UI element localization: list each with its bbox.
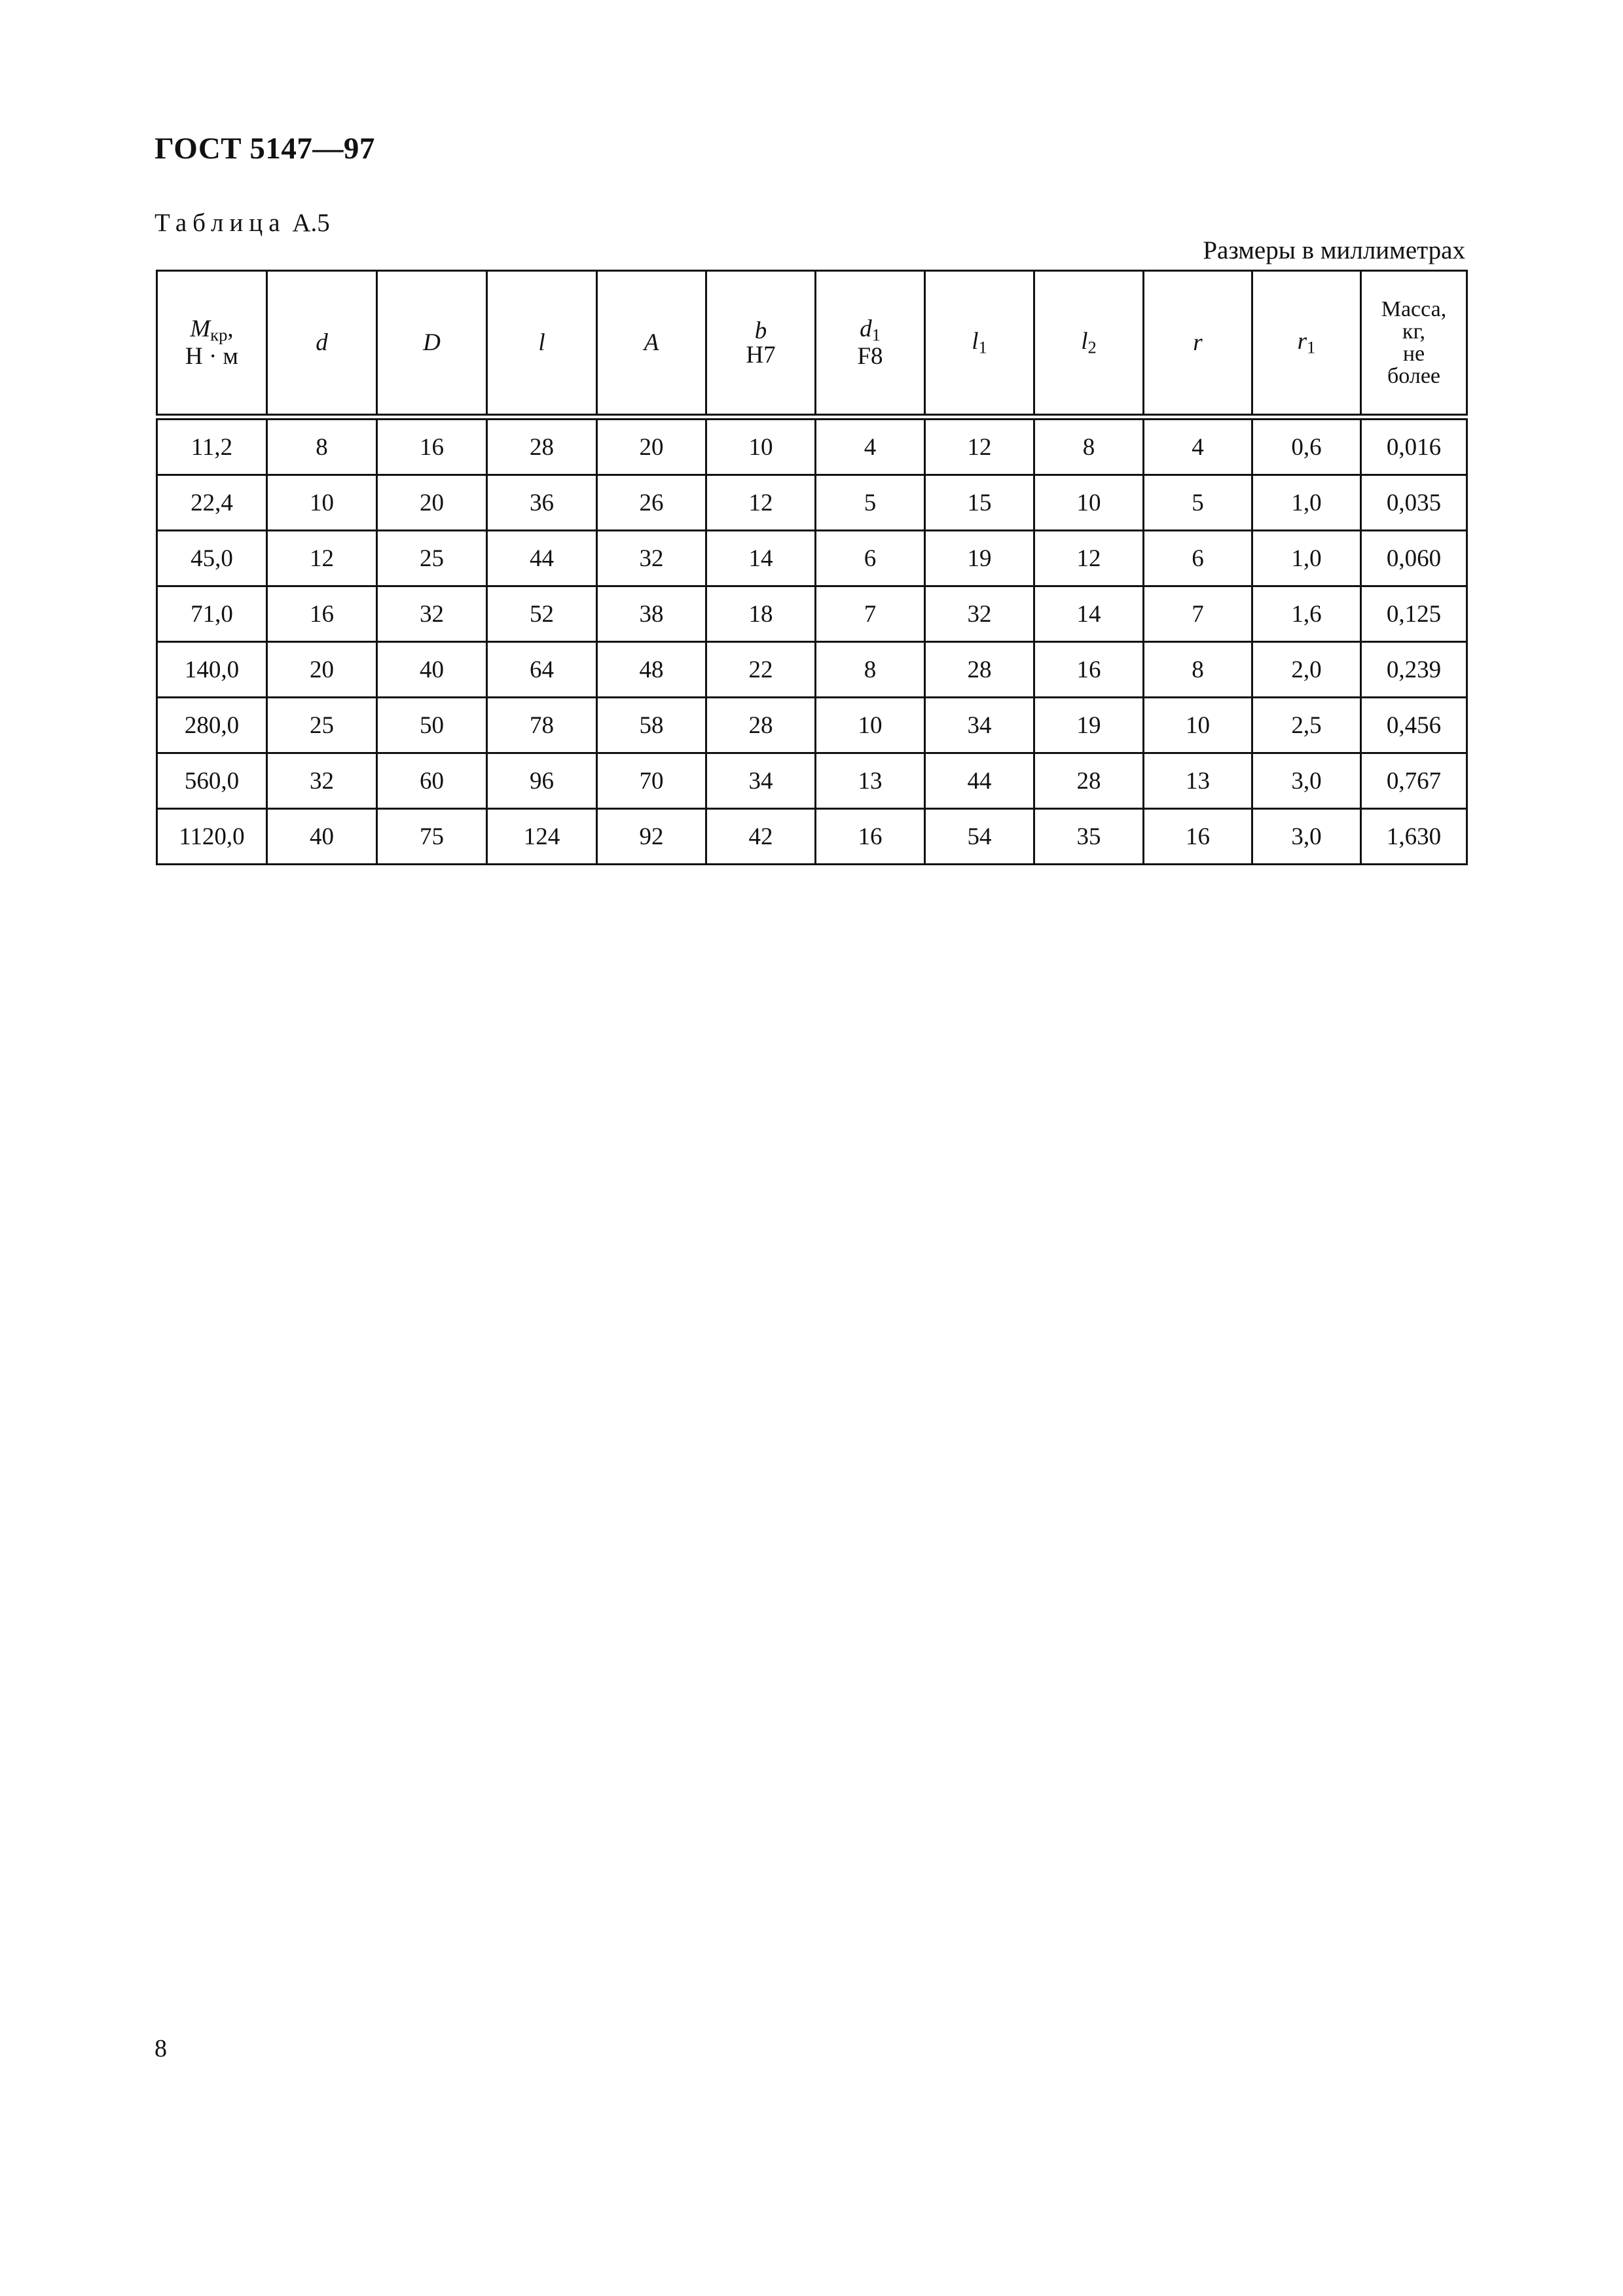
table-cell: 58 [597, 698, 706, 753]
table-cell: 71,0 [157, 586, 267, 642]
table-cell: 10 [1034, 475, 1144, 531]
table-cell: 3,0 [1252, 809, 1361, 865]
header-separator [157, 415, 1467, 420]
header-symbol: l [538, 329, 545, 356]
table-row [157, 420, 1467, 475]
table-cell: 0,6 [1252, 420, 1361, 475]
header-unit: Н · м [185, 342, 238, 370]
header-tolerance: H7 [746, 341, 776, 368]
table-cell: 32 [597, 531, 706, 586]
table-cell: 20 [597, 420, 706, 475]
header-mass [1361, 271, 1467, 415]
table-cell: 92 [597, 809, 706, 865]
table-cell: 26 [597, 475, 706, 531]
table-cell: 19 [1034, 698, 1144, 753]
table-cell: 0,767 [1361, 753, 1467, 809]
table-cell: 1,0 [1252, 475, 1361, 531]
table-cell: 22 [706, 642, 816, 698]
header-r1 [1252, 271, 1361, 415]
header-subscript: кр [210, 325, 228, 345]
table-cell: 10 [1144, 698, 1252, 753]
table-cell: 12 [925, 420, 1034, 475]
header-symbol: b [754, 317, 767, 344]
header-symbol: M [190, 315, 211, 343]
table-cell: 20 [377, 475, 487, 531]
header-l1 [925, 271, 1034, 415]
table-cell: 8 [816, 642, 925, 698]
table-cell: 13 [816, 753, 925, 809]
table-cell: 5 [1144, 475, 1252, 531]
header-A [597, 271, 706, 415]
table-cell: 2,0 [1252, 642, 1361, 698]
table-cell: 560,0 [157, 753, 267, 809]
table-row [157, 642, 1467, 698]
header-separator-cell [157, 415, 1467, 420]
table-cell: 13 [1144, 753, 1252, 809]
table-cell: 18 [706, 586, 816, 642]
table-cell: 14 [706, 531, 816, 586]
table-cell: 32 [267, 753, 377, 809]
table-cell: 10 [706, 420, 816, 475]
header-subscript: 1 [1307, 337, 1316, 357]
table-cell: 34 [706, 753, 816, 809]
header-tolerance: F8 [857, 342, 883, 370]
table-cell: 140,0 [157, 642, 267, 698]
table-cell: 32 [377, 586, 487, 642]
table-cell: 28 [487, 420, 597, 475]
table-cell: 124 [487, 809, 597, 865]
table-cell: 45,0 [157, 531, 267, 586]
table-cell: 28 [925, 642, 1034, 698]
table-cell: 40 [267, 809, 377, 865]
table-row [157, 475, 1467, 531]
header-mass-line: не [1402, 341, 1425, 366]
header-symbol: d [860, 315, 872, 343]
table-cell: 28 [706, 698, 816, 753]
header-symbol: D [423, 329, 441, 356]
table-row [157, 753, 1467, 809]
table-cell: 0,016 [1361, 420, 1467, 475]
table-cell: 280,0 [157, 698, 267, 753]
table-cell: 48 [597, 642, 706, 698]
header-l2 [1034, 271, 1144, 415]
table-cell: 64 [487, 642, 597, 698]
table-cell: 35 [1034, 809, 1144, 865]
header-mass-line: более [1387, 363, 1440, 388]
table-cell: 10 [267, 475, 377, 531]
table-cell: 19 [925, 531, 1034, 586]
table-cell: 54 [925, 809, 1034, 865]
header-d [267, 271, 377, 415]
table-caption-word: Таблица [155, 209, 286, 237]
table-cell: 96 [487, 753, 597, 809]
units-note: Размеры в миллиметрах [1203, 236, 1465, 264]
table-cell: 6 [816, 531, 925, 586]
table-cell: 12 [706, 475, 816, 531]
table-cell: 14 [1034, 586, 1144, 642]
table-cell: 34 [925, 698, 1034, 753]
table-caption-number: A.5 [292, 209, 330, 237]
header-subscript: 2 [1087, 337, 1097, 357]
table-cell: 60 [377, 753, 487, 809]
table-cell: 28 [1034, 753, 1144, 809]
header-symbol: A [644, 329, 659, 356]
table-cell: 32 [925, 586, 1034, 642]
table-cell: 70 [597, 753, 706, 809]
table-cell: 22,4 [157, 475, 267, 531]
table-cell: 16 [1144, 809, 1252, 865]
table-cell: 50 [377, 698, 487, 753]
table-cell: 11,2 [157, 420, 267, 475]
table-body [157, 415, 1467, 865]
table-cell: 25 [377, 531, 487, 586]
table-cell: 40 [377, 642, 487, 698]
table-cell: 5 [816, 475, 925, 531]
table-cell: 16 [816, 809, 925, 865]
table-cell: 6 [1144, 531, 1252, 586]
table-cell: 4 [1144, 420, 1252, 475]
table-cell: 12 [267, 531, 377, 586]
header-suffix: , [227, 315, 234, 343]
table-row [157, 809, 1467, 865]
header-mass-line: кг, [1402, 319, 1426, 344]
table-cell: 16 [377, 420, 487, 475]
document-code: ГОСТ 5147—97 [155, 132, 375, 166]
header-symbol: r [1193, 329, 1203, 356]
table-cell: 42 [706, 809, 816, 865]
header-symbol: r [1297, 327, 1307, 355]
header-symbol: l [1081, 327, 1088, 355]
table-cell: 15 [925, 475, 1034, 531]
header-symbol: l [972, 327, 979, 355]
table-cell: 36 [487, 475, 597, 531]
header-d1 [816, 271, 925, 415]
dimensions-table [156, 270, 1468, 865]
table-cell: 44 [925, 753, 1034, 809]
table-cell: 0,035 [1361, 475, 1467, 531]
table-cell: 44 [487, 531, 597, 586]
table-cell: 7 [816, 586, 925, 642]
table-cell: 10 [816, 698, 925, 753]
table-cell: 3,0 [1252, 753, 1361, 809]
table-cell: 20 [267, 642, 377, 698]
table-row [157, 698, 1467, 753]
table-cell: 75 [377, 809, 487, 865]
header-D [377, 271, 487, 415]
table-cell: 2,5 [1252, 698, 1361, 753]
table-cell: 0,060 [1361, 531, 1467, 586]
table-row [157, 531, 1467, 586]
table-cell: 1,0 [1252, 531, 1361, 586]
table-cell: 38 [597, 586, 706, 642]
table-cell: 4 [816, 420, 925, 475]
header-mass-line: Масса, [1381, 296, 1447, 321]
header-r [1144, 271, 1252, 415]
table-cell: 1,6 [1252, 586, 1361, 642]
table-cell: 12 [1034, 531, 1144, 586]
table-cell: 25 [267, 698, 377, 753]
table-cell: 7 [1144, 586, 1252, 642]
table-cell: 8 [267, 420, 377, 475]
header-l [487, 271, 597, 415]
header-subscript: 1 [978, 337, 987, 357]
table-cell: 78 [487, 698, 597, 753]
header-subscript: 1 [871, 325, 881, 345]
table-caption [155, 208, 330, 238]
table-cell: 1120,0 [157, 809, 267, 865]
table-cell: 0,456 [1361, 698, 1467, 753]
header-torque [157, 271, 267, 415]
header-symbol: d [316, 329, 328, 356]
table-header-row [157, 271, 1467, 415]
table-cell: 16 [267, 586, 377, 642]
table-cell: 0,239 [1361, 642, 1467, 698]
table-cell: 1,630 [1361, 809, 1467, 865]
header-b [706, 271, 816, 415]
table-cell: 52 [487, 586, 597, 642]
table-cell: 8 [1144, 642, 1252, 698]
page-number: 8 [155, 2035, 167, 2062]
table-cell: 0,125 [1361, 586, 1467, 642]
table-cell: 16 [1034, 642, 1144, 698]
table-row [157, 586, 1467, 642]
table-cell: 8 [1034, 420, 1144, 475]
